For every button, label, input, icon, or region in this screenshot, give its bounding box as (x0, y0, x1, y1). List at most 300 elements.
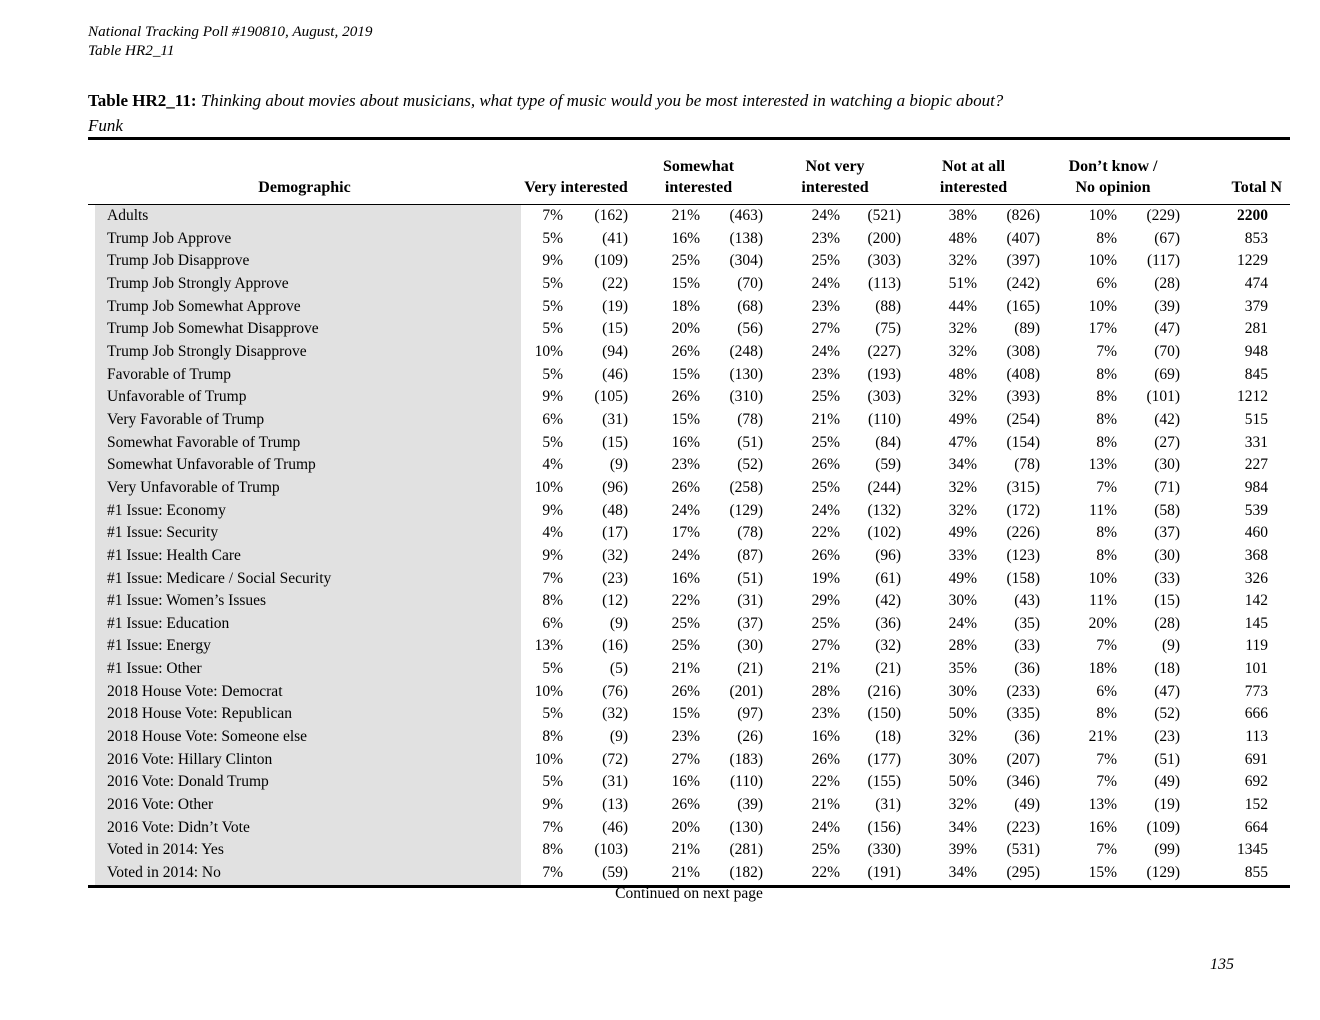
value-percent: 25% (811, 433, 841, 451)
value-count: (78) (1014, 456, 1041, 474)
value-percent: 30% (948, 592, 978, 610)
value-percent: 23% (811, 229, 841, 247)
row-demographic: #1 Issue: Other (88, 658, 521, 681)
table-row (88, 817, 1290, 840)
value-percent: 15% (671, 705, 700, 723)
value-percent: 26% (811, 546, 841, 564)
value-count: (258) (729, 478, 764, 496)
value-percent: 25% (811, 252, 841, 270)
value-count: (308) (1006, 342, 1041, 360)
row-total: 152 (1244, 796, 1269, 814)
row-demographic: Voted in 2014: No (88, 862, 521, 886)
value-percent: 8% (542, 592, 563, 610)
value-count: (18) (875, 728, 902, 746)
value-count: (113) (868, 274, 902, 292)
table-subject: Funk (88, 116, 123, 135)
value-percent: 48% (948, 365, 978, 383)
value-count: (310) (729, 388, 764, 406)
value-percent: 21% (811, 410, 841, 428)
value-count: (41) (602, 229, 628, 247)
table-title-line (88, 88, 1290, 113)
value-count: (5) (609, 660, 628, 678)
value-percent: 47% (948, 433, 978, 451)
table-row (88, 658, 1290, 681)
value-count: (156) (867, 818, 902, 836)
table-row (88, 228, 1290, 251)
value-percent: 10% (1088, 252, 1118, 270)
row-demographic: Trump Job Somewhat Approve (88, 296, 521, 319)
table-row (88, 364, 1290, 387)
value-percent: 32% (948, 501, 978, 519)
value-percent: 6% (1096, 274, 1118, 292)
table-row (88, 862, 1290, 886)
row-demographic: 2016 Vote: Hillary Clinton (88, 749, 521, 772)
value-percent: 8% (1096, 229, 1118, 247)
value-count: (13) (602, 796, 628, 814)
value-percent: 4% (542, 524, 563, 542)
value-percent: 8% (1096, 365, 1118, 383)
value-percent: 50% (948, 705, 978, 723)
value-percent: 26% (811, 456, 841, 474)
value-count: (47) (1154, 682, 1181, 700)
value-percent: 24% (811, 342, 841, 360)
value-count: (47) (1154, 320, 1181, 338)
value-count: (227) (867, 342, 902, 360)
value-count: (42) (875, 592, 902, 610)
value-percent: 50% (948, 773, 978, 791)
value-percent: 25% (671, 252, 700, 270)
value-percent: 18% (1088, 660, 1118, 678)
value-percent: 7% (542, 569, 563, 587)
value-percent: 44% (948, 297, 978, 315)
value-count: (303) (867, 252, 902, 270)
row-total: 145 (1244, 614, 1269, 632)
value-percent: 16% (671, 569, 700, 587)
table-row (88, 522, 1290, 545)
value-percent: 32% (948, 728, 978, 746)
value-count: (407) (1006, 229, 1041, 247)
row-total: 2200 (1237, 207, 1269, 224)
value-percent: 26% (671, 796, 700, 814)
value-count: (158) (1006, 569, 1041, 587)
value-count: (19) (1154, 796, 1181, 814)
value-count: (84) (875, 433, 902, 451)
value-count: (165) (1006, 297, 1041, 315)
value-count: (129) (1146, 864, 1181, 882)
value-count: (826) (1006, 207, 1041, 224)
value-count: (110) (868, 410, 902, 428)
value-count: (69) (1154, 365, 1181, 383)
row-demographic: Trump Job Strongly Approve (88, 273, 521, 296)
column-header-group (631, 139, 766, 205)
row-total: 853 (1244, 229, 1269, 247)
row-demographic: Unfavorable of Trump (88, 386, 521, 409)
value-count: (56) (737, 320, 764, 338)
value-count: (88) (875, 297, 902, 315)
value-percent: 32% (948, 320, 978, 338)
column-header-line: interested (939, 179, 1008, 196)
value-percent: 20% (1088, 614, 1118, 632)
value-count: (132) (867, 501, 902, 519)
value-count: (335) (1006, 705, 1041, 723)
value-count: (97) (737, 705, 764, 723)
value-count: (463) (729, 207, 764, 224)
value-count: (72) (602, 750, 628, 768)
value-count: (39) (737, 796, 764, 814)
value-percent: 4% (542, 456, 563, 474)
value-percent: 8% (542, 841, 563, 859)
value-percent: 7% (1096, 773, 1118, 791)
value-percent: 34% (948, 818, 978, 836)
value-count: (78) (737, 524, 764, 542)
value-count: (101) (1146, 388, 1181, 406)
value-count: (130) (729, 365, 764, 383)
value-percent: 5% (542, 229, 563, 247)
value-count: (31) (737, 592, 764, 610)
value-percent: 23% (811, 365, 841, 383)
value-count: (78) (737, 410, 764, 428)
value-percent: 20% (671, 320, 700, 338)
value-percent: 5% (542, 433, 563, 451)
value-percent: 13% (1088, 796, 1118, 814)
column-header-group (521, 139, 631, 205)
value-percent: 11% (1089, 501, 1118, 519)
table-label: Table HR2_11: (88, 91, 197, 110)
row-total: 691 (1244, 750, 1269, 768)
value-count: (67) (1154, 229, 1181, 247)
value-count: (130) (729, 818, 764, 836)
row-demographic: 2018 House Vote: Republican (88, 703, 521, 726)
row-demographic: #1 Issue: Medicare / Social Security (88, 568, 521, 591)
value-count: (183) (729, 750, 764, 768)
value-count: (36) (1014, 660, 1041, 678)
value-percent: 27% (811, 637, 841, 655)
value-count: (397) (1006, 252, 1041, 270)
value-count: (28) (1154, 274, 1181, 292)
row-demographic: #1 Issue: Economy (88, 500, 521, 523)
value-percent: 29% (811, 592, 841, 610)
value-percent: 32% (948, 796, 978, 814)
value-percent: 9% (542, 796, 563, 814)
value-count: (51) (1154, 750, 1181, 768)
table-row (88, 726, 1290, 749)
value-percent: 10% (534, 478, 563, 496)
column-header-line: Don’t know / (1068, 158, 1158, 175)
row-total: 119 (1245, 637, 1269, 655)
value-count: (193) (867, 365, 902, 383)
value-count: (200) (867, 229, 902, 247)
value-percent: 16% (671, 433, 700, 451)
value-percent: 5% (542, 365, 563, 383)
value-count: (281) (729, 841, 764, 859)
table-row (88, 545, 1290, 568)
value-percent: 21% (671, 864, 700, 882)
table-row (88, 341, 1290, 364)
value-count: (21) (737, 660, 764, 678)
value-count: (393) (1006, 388, 1041, 406)
value-count: (71) (1154, 478, 1181, 496)
value-percent: 9% (542, 546, 563, 564)
value-count: (27) (1154, 433, 1181, 451)
value-percent: 10% (1088, 297, 1118, 315)
value-percent: 16% (671, 773, 700, 791)
value-count: (70) (1154, 342, 1181, 360)
value-percent: 10% (534, 750, 563, 768)
value-percent: 21% (811, 796, 841, 814)
value-percent: 49% (948, 524, 978, 542)
value-percent: 9% (542, 388, 563, 406)
value-percent: 8% (1096, 433, 1118, 451)
value-percent: 7% (1096, 478, 1118, 496)
value-count: (76) (602, 682, 628, 700)
value-count: (9) (609, 456, 628, 474)
value-percent: 8% (1096, 524, 1118, 542)
value-count: (21) (875, 660, 902, 678)
value-count: (37) (1154, 524, 1181, 542)
value-count: (96) (602, 478, 628, 496)
row-total: 281 (1244, 320, 1269, 338)
value-count: (35) (1014, 614, 1041, 632)
row-total: 326 (1244, 569, 1269, 587)
value-count: (216) (867, 682, 902, 700)
value-count: (233) (1006, 682, 1041, 700)
row-demographic: Very Unfavorable of Trump (88, 477, 521, 500)
value-percent: 8% (542, 728, 563, 746)
value-count: (521) (867, 207, 902, 224)
row-total: 227 (1244, 456, 1269, 474)
table-row (88, 296, 1290, 319)
value-count: (30) (1154, 546, 1181, 564)
value-count: (109) (1146, 818, 1181, 836)
value-count: (87) (737, 546, 764, 564)
table-row (88, 409, 1290, 432)
value-percent: 32% (948, 252, 978, 270)
value-percent: 24% (671, 546, 700, 564)
value-count: (52) (1154, 705, 1181, 723)
column-header-group (766, 139, 904, 205)
value-percent: 24% (811, 501, 841, 519)
value-count: (23) (602, 569, 628, 587)
value-percent: 26% (811, 750, 841, 768)
row-total: 855 (1244, 864, 1269, 882)
column-header-line: interested (801, 179, 869, 196)
value-percent: 9% (542, 252, 563, 270)
value-percent: 5% (542, 660, 563, 678)
value-percent: 6% (542, 614, 563, 632)
table-reference: Table HR2_11 (88, 42, 175, 59)
value-count: (15) (602, 320, 628, 338)
value-percent: 15% (671, 365, 700, 383)
column-header-line: Very interested (524, 179, 628, 196)
value-percent: 6% (542, 410, 563, 428)
value-count: (89) (1014, 320, 1041, 338)
table-row (88, 250, 1290, 273)
value-percent: 35% (948, 660, 978, 678)
value-count: (30) (737, 637, 764, 655)
column-header-line: Not very (805, 158, 865, 175)
row-demographic: Somewhat Favorable of Trump (88, 432, 521, 455)
row-demographic: Somewhat Unfavorable of Trump (88, 454, 521, 477)
value-count: (18) (1154, 660, 1181, 678)
table-row (88, 318, 1290, 341)
row-demographic: #1 Issue: Security (88, 522, 521, 545)
row-total: 101 (1244, 660, 1269, 678)
value-percent: 33% (948, 546, 978, 564)
value-percent: 10% (1088, 207, 1118, 224)
value-percent: 26% (671, 478, 700, 496)
value-count: (59) (602, 864, 628, 882)
value-percent: 30% (948, 682, 978, 700)
row-total: 1212 (1237, 388, 1269, 406)
row-total: 1229 (1237, 252, 1269, 270)
value-count: (36) (1014, 728, 1041, 746)
value-percent: 5% (542, 773, 563, 791)
value-percent: 7% (1096, 750, 1118, 768)
value-count: (223) (1006, 818, 1041, 836)
value-percent: 24% (671, 501, 700, 519)
table-title (88, 88, 1290, 138)
results-table (88, 137, 1290, 888)
value-percent: 25% (671, 614, 700, 632)
value-count: (295) (1006, 864, 1041, 882)
row-total: 460 (1244, 524, 1269, 542)
row-demographic: #1 Issue: Health Care (88, 545, 521, 568)
value-count: (15) (602, 433, 628, 451)
value-count: (33) (1154, 569, 1181, 587)
value-percent: 25% (811, 841, 841, 859)
row-total: 539 (1244, 501, 1269, 519)
table-row (88, 432, 1290, 455)
table-row (88, 613, 1290, 636)
value-percent: 25% (671, 637, 700, 655)
value-count: (254) (1006, 410, 1041, 428)
value-percent: 38% (948, 207, 978, 224)
value-percent: 30% (948, 750, 978, 768)
row-demographic: 2016 Vote: Donald Trump (88, 771, 521, 794)
value-count: (37) (737, 614, 764, 632)
value-percent: 7% (1096, 841, 1118, 859)
value-percent: 21% (1088, 728, 1118, 746)
table-question: Thinking about movies about musicians, what type of music would you be most interested in watching a biopic about? (200, 91, 1004, 110)
value-percent: 49% (948, 569, 978, 587)
value-count: (172) (1006, 501, 1041, 519)
row-total: 1345 (1237, 841, 1269, 859)
row-demographic: Adults (88, 205, 521, 228)
value-percent: 17% (1088, 320, 1118, 338)
value-percent: 28% (948, 637, 978, 655)
row-total: 773 (1244, 682, 1269, 700)
value-count: (31) (875, 796, 902, 814)
column-header-demographic: Demographic (88, 139, 521, 205)
value-count: (59) (875, 456, 902, 474)
table-row (88, 794, 1290, 817)
value-count: (346) (1006, 773, 1041, 791)
value-percent: 5% (542, 274, 563, 292)
table-row (88, 749, 1290, 772)
row-total: 142 (1244, 592, 1269, 610)
value-count: (109) (594, 252, 628, 270)
value-percent: 32% (948, 342, 978, 360)
value-percent: 23% (811, 297, 841, 315)
value-percent: 27% (671, 750, 700, 768)
value-percent: 5% (542, 297, 563, 315)
column-header-group (1043, 139, 1183, 205)
value-percent: 28% (811, 682, 841, 700)
table-row (88, 386, 1290, 409)
value-count: (248) (729, 342, 764, 360)
value-count: (49) (1154, 773, 1181, 791)
value-percent: 8% (1096, 705, 1118, 723)
table-row (88, 273, 1290, 296)
value-count: (103) (594, 841, 628, 859)
value-percent: 17% (671, 524, 700, 542)
value-count: (117) (1147, 252, 1181, 270)
value-percent: 25% (811, 388, 841, 406)
value-count: (30) (1154, 456, 1181, 474)
value-percent: 5% (542, 320, 563, 338)
value-percent: 7% (542, 818, 563, 836)
table-row (88, 590, 1290, 613)
value-count: (531) (1006, 841, 1041, 859)
value-count: (9) (1161, 637, 1181, 655)
value-count: (229) (1146, 207, 1181, 224)
value-percent: 5% (542, 705, 563, 723)
value-percent: 27% (811, 320, 841, 338)
row-demographic: Favorable of Trump (88, 364, 521, 387)
row-demographic: #1 Issue: Education (88, 613, 521, 636)
value-count: (201) (729, 682, 764, 700)
value-percent: 7% (1096, 637, 1118, 655)
value-percent: 26% (671, 342, 700, 360)
row-total: 113 (1245, 728, 1269, 746)
value-count: (9) (609, 614, 628, 632)
value-percent: 15% (671, 410, 700, 428)
value-percent: 23% (671, 728, 700, 746)
row-total: 948 (1244, 342, 1269, 360)
table-row (88, 477, 1290, 500)
table-row (88, 839, 1290, 862)
value-count: (315) (1006, 478, 1041, 496)
value-count: (61) (875, 569, 902, 587)
value-count: (42) (1154, 410, 1181, 428)
value-count: (31) (602, 773, 628, 791)
row-demographic: 2016 Vote: Didn’t Vote (88, 817, 521, 840)
value-count: (75) (875, 320, 902, 338)
column-header-line: No opinion (1075, 179, 1151, 196)
value-percent: 39% (948, 841, 978, 859)
value-count: (129) (729, 501, 764, 519)
value-count: (23) (1154, 728, 1181, 746)
value-count: (150) (867, 705, 902, 723)
table-row (88, 205, 1290, 228)
value-percent: 26% (671, 682, 700, 700)
value-percent: 15% (671, 274, 700, 292)
value-count: (408) (1006, 365, 1041, 383)
row-demographic: Trump Job Somewhat Disapprove (88, 318, 521, 341)
value-percent: 16% (811, 728, 841, 746)
column-header-total (1183, 139, 1290, 205)
value-percent: 8% (1096, 410, 1118, 428)
value-count: (15) (1154, 592, 1181, 610)
column-header-line: interested (664, 179, 733, 196)
value-percent: 48% (948, 229, 978, 247)
value-count: (48) (602, 501, 628, 519)
value-percent: 7% (1096, 342, 1118, 360)
value-count: (32) (875, 637, 902, 655)
value-percent: 20% (671, 818, 700, 836)
value-count: (110) (730, 773, 764, 791)
value-count: (31) (602, 410, 628, 428)
